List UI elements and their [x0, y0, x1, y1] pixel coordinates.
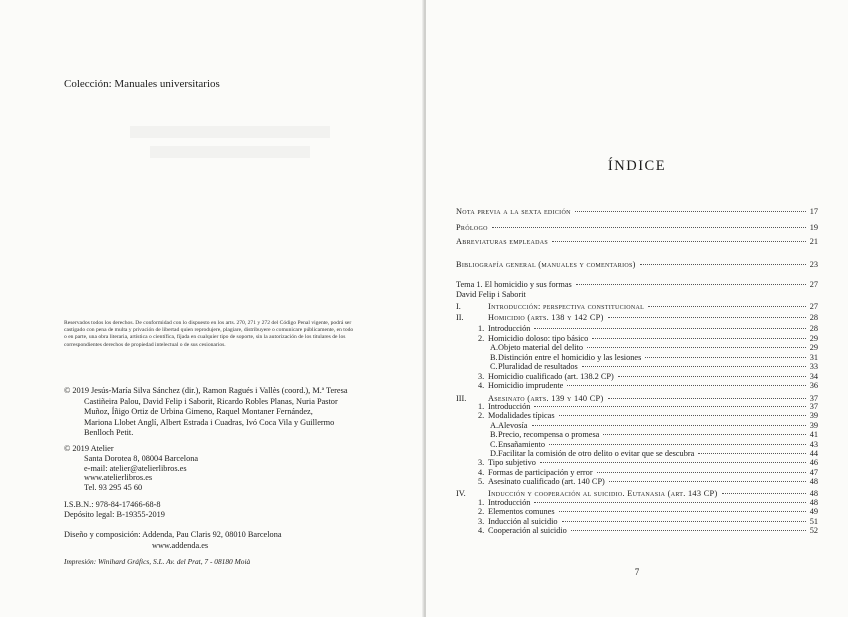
- toc-entry-number: 3.: [478, 371, 485, 381]
- toc-entry-number: 2.: [478, 507, 485, 517]
- toc-entry-page: 28: [809, 313, 818, 323]
- design-line: Diseño y composición: Addenda, Pau Claris 92, 08010 Barcelona: [64, 530, 282, 539]
- publisher-line: Santa Dorotea 8, 08004 Barcelona: [84, 453, 199, 463]
- credits-line: © 2019 Jesús-María Silva Sánchez (dir.), Ramon Ragués i Vallès (coord.), M.ª Teresa: [64, 386, 348, 395]
- legal-notice: Reservados todos los derechos. De conformidad con lo dispuesto en los arts. 270, 271 y 272 del Código Penal vigente, podrá ser castigado con pena de multa y privación de libertad quien reprodujere, plagiare, distribuyere o comunicare públicamente, en todo o en parte, una obra literaria, artística o científica, fijada en cualquier tipo de soporte, sin la autorización de los titulares de los correspondientes derechos de propiedad intelectual o de sus cesionarios.: [64, 320, 354, 348]
- toc-entry-number: 4.: [478, 381, 485, 391]
- toc-entry-number: B.: [490, 430, 498, 440]
- toc-entry-label: Formas de participación y error: [488, 467, 593, 477]
- toc-entry-page: 47: [809, 467, 818, 477]
- toc-entry-page: 48: [809, 488, 818, 498]
- toc-entry-page: 48: [809, 498, 818, 507]
- printer-credit: Impresión: Winihard Gráfics, S.L. Av. del Prat, 7 - 08180 Moià: [64, 557, 251, 566]
- toc-entry-label: Asesinato cualificado (art. 140 CP): [488, 477, 605, 487]
- toc-entry-label: Introducción: [488, 401, 531, 411]
- toc-entry-label: Cooperación al suicidio: [488, 526, 567, 536]
- toc-leader-dots: [640, 264, 806, 265]
- show-through-band: [130, 126, 330, 138]
- toc-entry-number: 5.: [478, 477, 485, 487]
- toc-entry-page: 37: [809, 401, 818, 411]
- toc-leader-dots: [587, 347, 806, 348]
- toc-leader-dots: [559, 511, 806, 512]
- toc-entry: [456, 312, 818, 323]
- toc-entry-label: Homicidio (arts. 138 y 142 CP): [488, 313, 604, 323]
- copyright-credits: [64, 386, 348, 439]
- toc-leader-dots: [608, 398, 806, 399]
- toc-entry-label: Tipo subjetivo: [488, 458, 536, 468]
- toc-leader-dots: [603, 434, 805, 435]
- toc-entry-label: Nota previa a la sexta edición: [456, 207, 571, 216]
- toc-entry-label: Modalidades típicas: [488, 411, 555, 421]
- toc-leader-dots: [645, 357, 805, 358]
- toc-entry-number: 2.: [478, 411, 485, 421]
- toc-entry-page: 37: [809, 393, 818, 403]
- toc-entry-label: Elementos comunes: [488, 507, 555, 517]
- toc-entry-label: Asesinato (arts. 139 y 140 CP): [488, 393, 604, 403]
- toc-entry-page: 28: [809, 324, 818, 334]
- toc-entry-page: 36: [809, 381, 818, 391]
- publisher-line: Tel. 93 295 45 60: [84, 483, 143, 493]
- toc-entry-label: Prólogo: [456, 223, 488, 232]
- toc-leader-dots: [559, 415, 806, 416]
- credits-line: Benlloch Petit.: [84, 428, 134, 438]
- toc-entry-number: IV.: [456, 488, 466, 498]
- toc-leader-dots: [608, 317, 806, 318]
- toc-leader-dots: [540, 462, 806, 463]
- toc-entry-page: 39: [809, 420, 818, 430]
- toc-entry-page: 39: [809, 411, 818, 421]
- toc-entry-page: 44: [809, 449, 818, 458]
- toc-leader-dots: [592, 338, 805, 339]
- toc-entry: [456, 279, 818, 290]
- toc-entry: [456, 206, 818, 217]
- toc-entry-page: 23: [809, 260, 818, 269]
- toc-entry-label: Introducción: [488, 498, 531, 507]
- publisher-line: © 2019 Atelier: [64, 444, 114, 453]
- toc-entry: [456, 380, 818, 391]
- toc-entry-number: I.: [456, 302, 461, 311]
- toc-leader-dots: [722, 493, 806, 494]
- toc-leader-dots: [552, 241, 806, 242]
- credits-line: Castiñeira Palou, David Felip i Saborit, Ricardo Robles Planas, Nuria Pastor: [84, 396, 338, 406]
- toc-leader-dots: [534, 502, 805, 503]
- chapter-author: David Felip i Saborit: [456, 290, 526, 299]
- toc-leader-dots: [567, 385, 805, 386]
- toc-entry-number: B.: [490, 352, 498, 362]
- toc-leader-dots: [492, 227, 806, 228]
- toc-entry-page: 19: [809, 223, 818, 232]
- credits-line: Mariona Llobet Anglí, Albert Estrada i Cuadras, Ivó Coca Vila y Guillermo: [84, 417, 335, 427]
- right-page: [426, 0, 848, 617]
- toc-entry-label: Alevosía: [498, 420, 528, 430]
- toc-leader-dots: [582, 366, 806, 367]
- toc-leader-dots: [698, 453, 805, 454]
- toc-entry-page: 33: [809, 362, 818, 372]
- toc-leader-dots: [609, 481, 806, 482]
- toc-entry-page: 43: [809, 439, 818, 449]
- toc-entry-label: Homicidio doloso: tipo básico: [488, 333, 589, 343]
- toc-entry-label: Homicidio cualificado (art. 138.2 CP): [488, 371, 614, 381]
- toc-entry: [456, 236, 818, 247]
- toc-entry-number: 1.: [478, 498, 485, 507]
- toc-entry-label: Bibliografía general (manuales y comentarios): [456, 260, 636, 269]
- toc-entry-number: D.: [490, 449, 499, 458]
- toc-entry-page: 52: [809, 526, 818, 536]
- toc-leader-dots: [562, 521, 806, 522]
- toc-entry-label: Inducción al suicidio: [488, 516, 558, 526]
- toc-entry-page: 41: [809, 430, 818, 440]
- toc-entry-number: 3.: [478, 458, 485, 468]
- toc-entry-page: 46: [809, 458, 818, 468]
- toc-entry: [456, 476, 818, 487]
- toc-entry-number: 1.: [478, 324, 485, 334]
- toc-entry-page: 27: [809, 280, 818, 289]
- toc-entry-label: Facilitar la comisión de otro delito o evitar que se descubra: [498, 449, 695, 458]
- toc-entry-number: 2.: [478, 333, 485, 343]
- toc-entry-page: 31: [809, 352, 818, 362]
- toc-entry-page: 51: [809, 516, 818, 526]
- publisher-line: e-mail: atelier@atelierlibros.es: [84, 463, 187, 473]
- toc-entry-label: Tema 1. El homicidio y sus formas: [456, 280, 572, 289]
- toc-entry-label: Ensañamiento: [498, 439, 546, 449]
- toc-leader-dots: [571, 530, 806, 531]
- toc-entry-label: Introducción: perspectiva constitucional: [488, 302, 645, 311]
- toc-entry: [456, 525, 818, 536]
- toc-leader-dots: [534, 406, 805, 407]
- publisher-line: www.atelierlibros.es: [84, 473, 153, 483]
- toc-entry-number: A.: [490, 343, 499, 353]
- toc-entry-number: III.: [456, 393, 467, 403]
- page-number: 7: [634, 567, 640, 577]
- toc-entry-label: Homicidio imprudente: [488, 381, 564, 391]
- design-line: www.addenda.es: [152, 540, 209, 550]
- toc-entry: [456, 301, 818, 312]
- toc-leader-dots: [648, 306, 806, 307]
- toc-entry-number: 1.: [478, 401, 485, 411]
- toc-entry-label: Introducción: [488, 324, 531, 334]
- toc-entry: [456, 259, 818, 270]
- credits-line: Muñoz, Íñigo Ortiz de Urbina Gimeno, Raquel Montaner Fernández,: [84, 407, 313, 417]
- toc-entry-page: 21: [809, 237, 818, 246]
- show-through-band: [150, 146, 310, 158]
- toc-leader-dots: [576, 284, 806, 285]
- toc-entry-label: Pluralidad de resultados: [498, 362, 578, 372]
- isbn-block: [64, 500, 165, 521]
- toc-entry-page: 29: [809, 333, 818, 343]
- toc-entry-number: 4.: [478, 467, 485, 477]
- toc-entry-number: 3.: [478, 516, 485, 526]
- toc-leader-dots: [597, 472, 806, 473]
- toc-entry-page: 29: [809, 343, 818, 353]
- toc-entry-number: 4.: [478, 526, 485, 536]
- toc-entry-page: 49: [809, 507, 818, 517]
- toc-entry-label: Objeto material del delito: [498, 343, 584, 353]
- toc-entry-number: A.: [490, 420, 499, 430]
- toc-entry-number: II.: [456, 313, 464, 323]
- toc-entry-label: Abreviaturas empleadas: [456, 237, 549, 246]
- toc-entry-label: Precio, recompensa o promesa: [498, 430, 600, 440]
- isbn: I.S.B.N.: 978-84-17466-68-8: [64, 500, 161, 509]
- toc-leader-dots: [532, 425, 806, 426]
- publisher-address: [64, 444, 198, 493]
- toc-leader-dots: [618, 376, 806, 377]
- toc-entry-number: C.: [490, 362, 498, 372]
- toc-entry: [456, 222, 818, 233]
- toc-entry-page: 48: [809, 477, 818, 487]
- toc-entry-page: 17: [809, 207, 818, 216]
- toc-leader-dots: [575, 211, 806, 212]
- toc-entry-label: Inducción y cooperación al suicidio. Eutanasia (art. 143 CP): [488, 488, 718, 498]
- toc-entry-page: 34: [809, 371, 818, 381]
- toc-entry-label: Distinción entre el homicidio y las lesiones: [498, 352, 642, 362]
- toc-entry-page: 27: [809, 302, 818, 311]
- deposito-legal: Depósito legal: B-19355-2019: [64, 510, 165, 520]
- index-title: ÍNDICE: [607, 158, 667, 174]
- design-credit: [64, 530, 282, 551]
- toc-leader-dots: [534, 328, 805, 329]
- toc-entry-number: C.: [490, 439, 498, 449]
- toc-leader-dots: [549, 444, 806, 445]
- collection-title: Colección: Manuales universitarios: [64, 78, 220, 90]
